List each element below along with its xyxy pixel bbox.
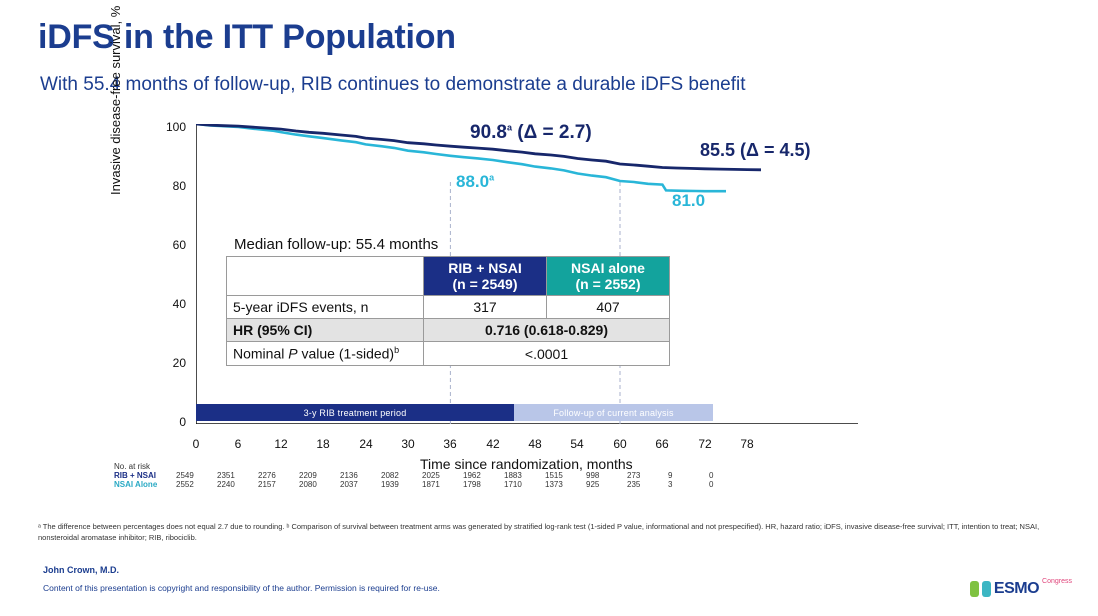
risk-rib-60: 998	[586, 471, 600, 480]
y-axis-label: Invasive disease-free survival, %	[108, 5, 123, 195]
risk-nsai-36: 1871	[422, 480, 440, 489]
stats-row-pvalue-value: <.0001	[424, 342, 670, 366]
risk-rib-42: 1962	[463, 471, 481, 480]
risk-nsai-12: 2157	[258, 480, 276, 489]
risk-nsai-66: 235	[627, 480, 641, 489]
page-title: iDFS in the ITT Population	[38, 18, 456, 56]
stats-header-nsai-line1: NSAI alone	[571, 260, 645, 276]
numbers-at-risk-title: No. at risk	[114, 462, 151, 471]
y-tick-20: 20	[172, 356, 186, 370]
risk-nsai-54: 1373	[545, 480, 563, 489]
risk-nsai-72: 3	[668, 480, 673, 489]
x-axis-label: Time since randomization, months	[420, 456, 633, 472]
x-tick-48: 48	[528, 437, 542, 451]
stats-row-events-label: 5-year iDFS events, n	[227, 296, 424, 319]
risk-nsai-6: 2240	[217, 480, 235, 489]
risk-rib-48: 1883	[504, 471, 522, 480]
copyright-note: Content of this presentation is copyright and responsibility of the author. Permission is required for re-use.	[43, 583, 440, 593]
treatment-period-bar: 3-y RIB treatment period	[196, 404, 514, 421]
stats-header-nsai	[547, 257, 670, 296]
x-tick-78: 78	[740, 437, 754, 451]
stats-header-rib-line2: (n = 2549)	[452, 276, 518, 293]
esmo-logo	[964, 574, 1072, 604]
x-tick-6: 6	[234, 437, 242, 451]
risk-rib-66: 273	[627, 471, 641, 480]
stats-row-events-nsai: 407	[547, 296, 670, 319]
table-row	[114, 471, 750, 480]
logo-congress-label: Congress	[1042, 578, 1072, 585]
risk-rib-72: 9	[668, 471, 673, 480]
risk-rib-30: 2082	[381, 471, 399, 480]
stats-table-header-row	[227, 257, 670, 296]
page-subtitle: With 55.4 months of follow-up, RIB continues to demonstrate a durable iDFS benefit	[40, 74, 746, 95]
risk-row-label-nsai: NSAI Alone	[114, 480, 158, 489]
y-tick-40: 40	[172, 297, 186, 311]
risk-nsai-78: 0	[709, 480, 714, 489]
y-tick-80: 80	[172, 179, 186, 193]
author-name: John Crown, M.D.	[43, 565, 119, 575]
logo-swatch-green	[970, 581, 979, 597]
stats-header-blank	[227, 257, 424, 296]
median-followup-note: Median follow-up: 55.4 months	[234, 236, 439, 253]
x-tick-66: 66	[655, 437, 669, 451]
annotation-nsai-36mo	[456, 172, 494, 192]
y-tick-100: 100	[165, 120, 186, 134]
logo-wordmark: ESMO	[993, 580, 1040, 597]
risk-nsai-0: 2552	[176, 480, 194, 489]
stats-row-pvalue-label: Nominal P value (1-sided)$^b$	[227, 342, 424, 366]
stats-header-rib	[424, 257, 547, 296]
x-tick-54: 54	[570, 437, 584, 451]
annotation-rib-36mo-sup: a	[506, 122, 512, 133]
annotation-nsai-36mo-sup: a	[489, 172, 495, 183]
risk-nsai-42: 1798	[463, 480, 481, 489]
annotation-rib-36mo-value: 90.8	[470, 122, 507, 143]
risk-nsai-30: 1939	[381, 480, 399, 489]
stats-row-events-rib: 317	[424, 296, 547, 319]
annotation-nsai-60mo: 81.0	[672, 191, 706, 210]
x-tick-36: 36	[443, 437, 457, 451]
x-tick-30: 30	[401, 437, 415, 451]
x-tick-72: 72	[698, 437, 712, 451]
table-row	[227, 319, 670, 342]
followup-period-bar: Follow-up of current analysis	[514, 404, 713, 421]
x-tick-18: 18	[316, 437, 330, 451]
risk-rib-18: 2209	[299, 471, 317, 480]
risk-rib-36: 2025	[422, 471, 440, 480]
risk-rib-78: 0	[709, 471, 714, 480]
x-tick-12: 12	[274, 437, 288, 451]
footnote: ᵃ The difference between percentages does not equal 2.7 due to rounding. ᵇ Comparison of survival between treatment arms was generated by stratified log-rank test (1-sided P value, informational and not prespecified). HR, hazard ratio; iDFS, invasive disease-free survival; ITT, intention to treat; NSAI, nonsteroidal aromatase inhibitor; RIB, ribociclib.	[38, 522, 1040, 543]
annotation-nsai-36mo-value: 88.0	[456, 172, 490, 191]
risk-rib-54: 1515	[545, 471, 563, 480]
numbers-at-risk-table	[114, 462, 750, 489]
stats-table	[226, 256, 670, 366]
table-row	[227, 296, 670, 319]
stats-row-hr-value: 0.716 (0.618-0.829)	[424, 319, 670, 342]
table-row	[227, 342, 670, 366]
risk-nsai-18: 2080	[299, 480, 317, 489]
x-tick-60: 60	[613, 437, 627, 451]
stats-row-pvalue-sup: b	[394, 345, 400, 356]
stats-header-nsai-line2: (n = 2552)	[575, 276, 641, 293]
risk-rib-6: 2351	[217, 471, 235, 480]
risk-nsai-48: 1710	[504, 480, 522, 489]
risk-row-label-rib: RIB + NSAI	[114, 471, 157, 480]
y-tick-60: 60	[172, 238, 186, 252]
annotation-rib-36mo	[470, 122, 592, 144]
risk-rib-12: 2276	[258, 471, 276, 480]
risk-rib-24: 2136	[340, 471, 358, 480]
risk-nsai-60: 925	[586, 480, 600, 489]
logo-swatch-teal	[982, 581, 991, 597]
annotation-rib-60mo: 85.5 (Δ = 4.5)	[700, 140, 811, 160]
risk-rib-0: 2549	[176, 471, 194, 480]
stats-header-rib-line1: RIB + NSAI	[448, 260, 522, 276]
x-tick-24: 24	[359, 437, 373, 451]
table-row	[114, 480, 750, 489]
x-tick-0: 0	[192, 437, 200, 451]
risk-nsai-24: 2037	[340, 480, 358, 489]
x-tick-42: 42	[486, 437, 500, 451]
y-tick-0: 0	[179, 415, 186, 429]
annotation-rib-36mo-delta: (Δ = 2.7)	[512, 122, 592, 143]
stats-row-hr-label: HR (95% CI)	[227, 319, 424, 342]
